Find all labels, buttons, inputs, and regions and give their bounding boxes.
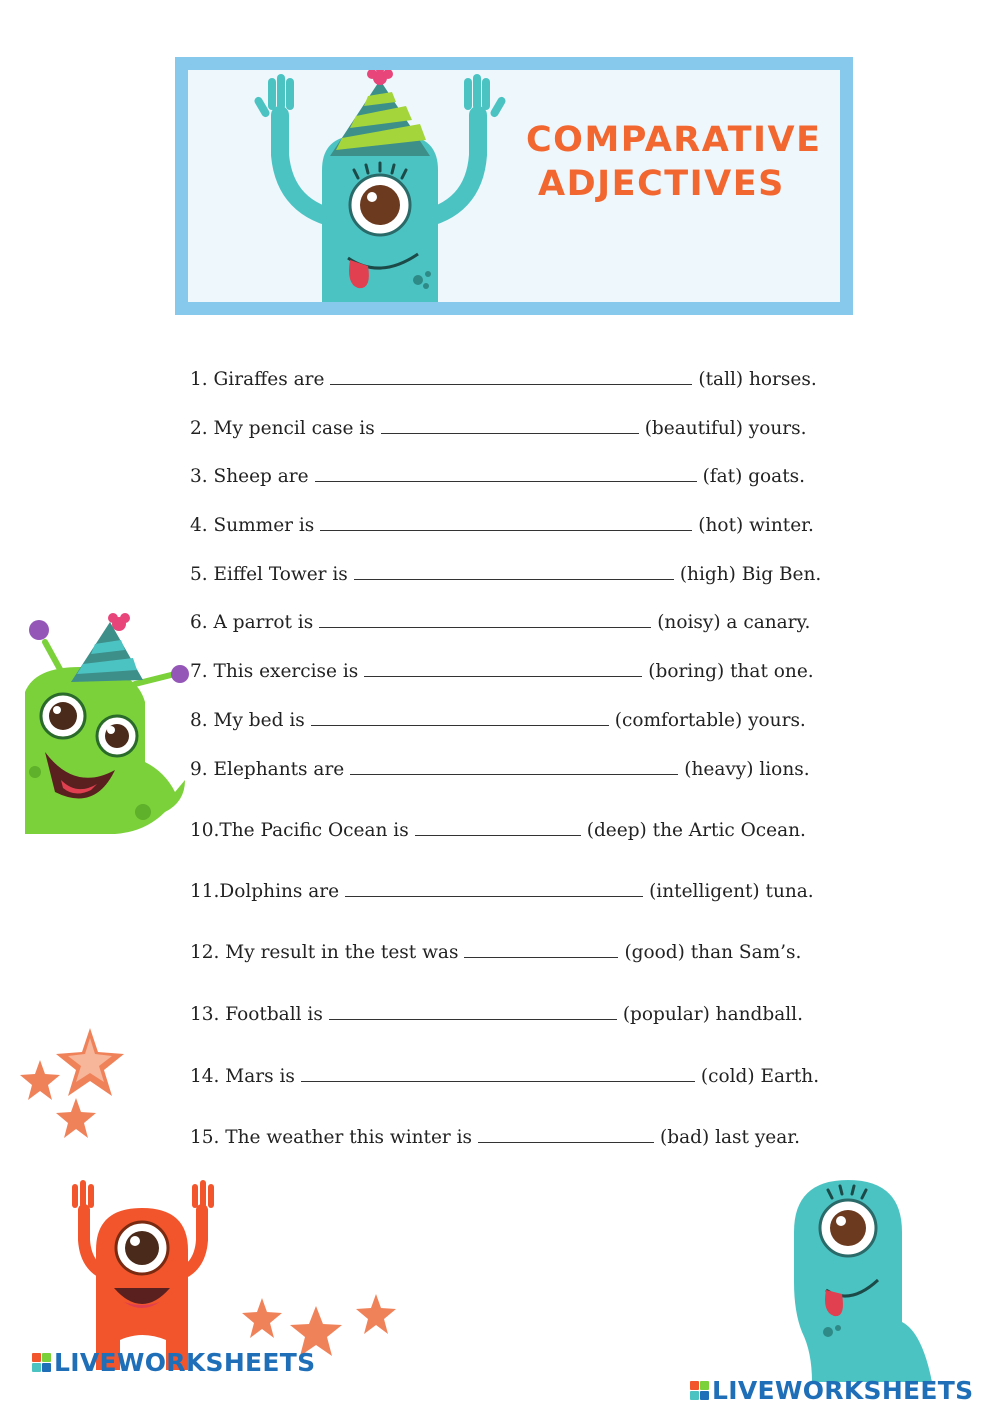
exercise-suffix: (good) than Sam’s. [624, 942, 802, 963]
exercise-prefix: 12. My result in the test was [190, 942, 459, 963]
exercise-prefix: 13. Football is [190, 1004, 323, 1025]
title-line-2: ADJECTIVES [538, 164, 785, 204]
teal-monster-icon [250, 70, 510, 302]
title-line-1: COMPARATIVE [526, 120, 822, 160]
teal-monster-small-icon [792, 1172, 952, 1382]
exercise-suffix: (tall) horses. [698, 369, 817, 390]
exercise-item [190, 939, 801, 965]
banner-panel [188, 70, 840, 302]
red-monster-icon [62, 1180, 222, 1370]
exercise-suffix: (intelligent) tuna. [649, 881, 814, 902]
exercise-item [190, 756, 810, 782]
watermark-text: LIVEWORKSHEETS [54, 1348, 316, 1377]
exercise-prefix: 10.The Pacific Ocean is [190, 820, 409, 841]
exercise-suffix: (deep) the Artic Ocean. [586, 820, 806, 841]
answer-blank[interactable] [381, 415, 639, 434]
exercise-prefix: 3. Sheep are [190, 466, 309, 487]
exercise-prefix: 8. My bed is [190, 710, 305, 731]
exercise-suffix: (boring) that one. [648, 661, 814, 682]
exercise-prefix: 4. Summer is [190, 515, 315, 536]
answer-blank[interactable] [311, 707, 609, 726]
exercise-item [190, 1001, 803, 1027]
exercise-item [190, 1124, 800, 1150]
exercise-prefix: 9. Elephants are [190, 759, 345, 780]
answer-blank[interactable] [330, 366, 692, 385]
liveworksheets-logo-right [690, 1376, 973, 1405]
answer-blank[interactable] [320, 512, 692, 531]
liveworksheets-logo-icon [32, 1353, 51, 1372]
answer-blank[interactable] [301, 1063, 695, 1082]
exercise-item [190, 366, 817, 392]
exercise-item [190, 609, 810, 635]
liveworksheets-logo-left [32, 1348, 315, 1377]
header-banner [175, 57, 853, 315]
exercise-suffix: (popular) handball. [622, 1004, 803, 1025]
answer-blank[interactable] [329, 1001, 617, 1020]
exercise-prefix: 11.Dolphins are [190, 881, 340, 902]
exercise-suffix: (noisy) a canary. [657, 612, 811, 633]
liveworksheets-logo-icon [690, 1381, 709, 1400]
exercise-suffix: (beautiful) yours. [644, 418, 807, 439]
exercise-suffix: (high) Big Ben. [679, 564, 822, 585]
answer-blank[interactable] [345, 878, 643, 897]
green-monster-icon [25, 612, 190, 837]
exercise-item [190, 463, 805, 489]
exercise-prefix: 15. The weather this winter is [190, 1127, 473, 1148]
exercise-suffix: (bad) last year. [660, 1127, 800, 1148]
exercise-item [190, 561, 821, 587]
page-title [526, 118, 846, 206]
exercise-item [190, 658, 814, 684]
exercise-prefix: 2. My pencil case is [190, 418, 375, 439]
exercise-item [190, 1063, 819, 1089]
watermark-text: LIVEWORKSHEETS [712, 1376, 974, 1405]
exercise-prefix: 5. Eiffel Tower is [190, 564, 348, 585]
exercise-item [190, 878, 814, 904]
answer-blank[interactable] [415, 817, 581, 836]
exercise-item [190, 415, 807, 441]
exercise-item [190, 512, 814, 538]
answer-blank[interactable] [354, 561, 674, 580]
answer-blank[interactable] [364, 658, 642, 677]
star-cluster-left [20, 1020, 130, 1150]
exercise-suffix: (hot) winter. [698, 515, 814, 536]
exercise-prefix: 1. Giraffes are [190, 369, 325, 390]
exercise-suffix: (fat) goats. [702, 466, 806, 487]
exercise-item [190, 817, 806, 843]
answer-blank[interactable] [319, 609, 651, 628]
answer-blank[interactable] [315, 463, 697, 482]
answer-blank[interactable] [350, 756, 678, 775]
exercise-suffix: (comfortable) yours. [614, 710, 806, 731]
exercise-prefix: 14. Mars is [190, 1066, 295, 1087]
answer-blank[interactable] [478, 1124, 654, 1143]
exercise-item [190, 707, 806, 733]
exercise-prefix: 7. This exercise is [190, 661, 359, 682]
exercise-suffix: (cold) Earth. [700, 1066, 820, 1087]
exercise-prefix: 6. A parrot is [190, 612, 314, 633]
answer-blank[interactable] [464, 939, 618, 958]
exercise-suffix: (heavy) lions. [684, 759, 810, 780]
star-icon [56, 1028, 124, 1096]
